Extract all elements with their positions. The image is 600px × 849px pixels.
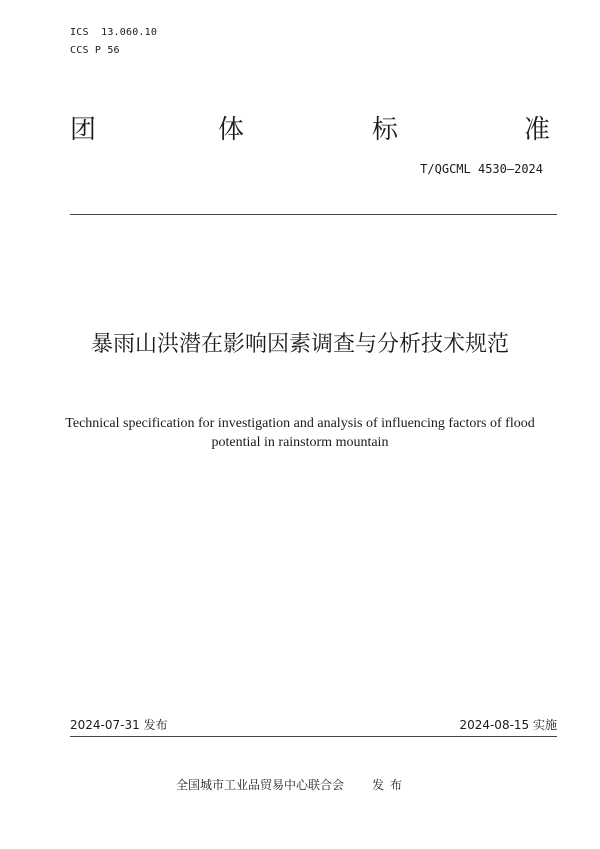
bottom-divider <box>70 736 557 737</box>
document-title-english: Technical specification for investigation and analysis of influencing factors of flood potential in rainstorm mountain <box>65 416 535 450</box>
issuer-line <box>176 776 408 793</box>
issuer-action: 发布 <box>372 778 409 792</box>
standard-type-char: 标 <box>372 115 399 145</box>
top-divider <box>70 214 557 215</box>
standard-type-char: 团 <box>70 115 97 145</box>
ccs-code: CCS P 56 <box>70 45 120 56</box>
publish-date: 2024-07-31 发布 <box>70 718 168 732</box>
issuer-name: 全国城市工业品贸易中心联合会 <box>176 778 345 792</box>
ics-code: ICS 13.060.10 <box>70 27 158 38</box>
standard-type-char: 准 <box>524 115 551 145</box>
implementation-date: 2024-08-15 实施 <box>459 718 557 732</box>
standard-number: T/QGCML 4530—2024 <box>420 162 543 176</box>
standard-type-char: 体 <box>218 115 245 145</box>
document-title-chinese: 暴雨山洪潜在影响因素调查与分析技术规范 <box>90 332 509 357</box>
